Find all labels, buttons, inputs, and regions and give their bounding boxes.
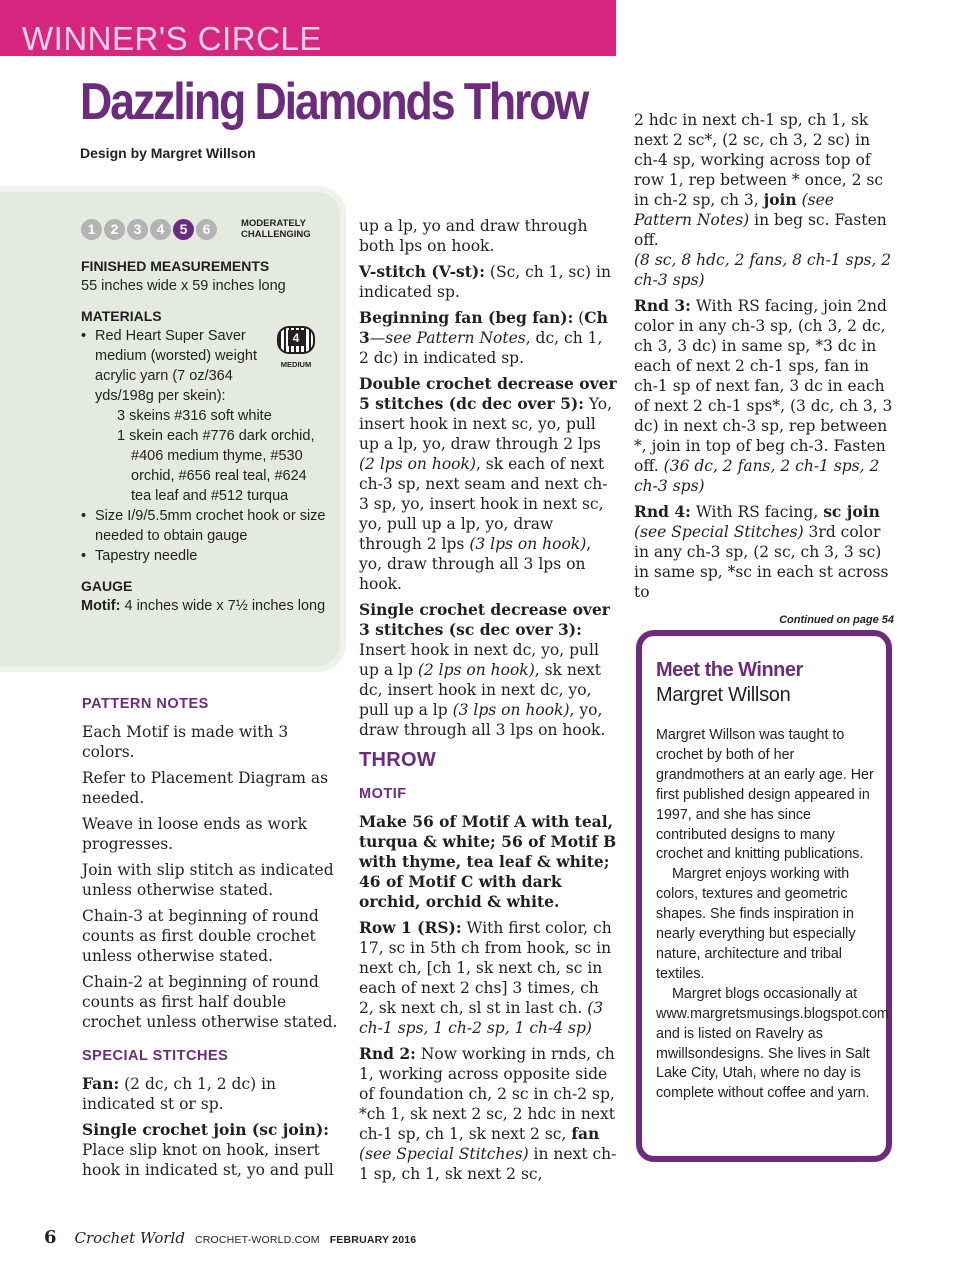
row-1-instructions: Row 1 (RS): With first color, ch 17, sc in 5th ch from hook, sc in next ch, [ch 1, sk next ch, sc in each of next 2 chs] 3 times, ch 2, sk next ch, sl st in last ch. (3 ch-1 sps, 1 ch-2 sp, 1 ch-4 sp) bbox=[359, 918, 612, 1037]
gauge-text: Motif: 4 inches wide x 7½ inches long bbox=[81, 598, 326, 614]
skill-level-6: 6 bbox=[196, 219, 217, 240]
winner-bio-paragraph: Margret enjoys working with colors, textures and geometric shapes. She finds inspiration in nearly everything but especially nature, architecture and tribal textiles. bbox=[656, 866, 856, 982]
winner-name: Margret Willson bbox=[656, 684, 791, 706]
skill-level-indicator bbox=[81, 216, 326, 242]
materials-skeins-white: 3 skeins #316 soft white bbox=[117, 408, 272, 424]
skill-level-5-active: 5 bbox=[173, 219, 194, 240]
stitch-sc-join: Single crochet join (sc join): Place slip knot on hook, insert hook in indicated st, yo and pull bbox=[82, 1120, 334, 1179]
issue-date: FEBRUARY 2016 bbox=[329, 1234, 417, 1246]
finished-measurements-text: 55 inches wide x 59 inches long bbox=[81, 278, 286, 294]
page-footer bbox=[44, 1227, 416, 1248]
pattern-note: Each Motif is made with 3 colors. bbox=[82, 723, 289, 761]
yarn-weight-icon bbox=[269, 326, 323, 370]
skill-level-4: 4 bbox=[150, 219, 171, 240]
rnd-2-instructions-cont: 2 hdc in next ch-1 sp, ch 1, sk next 2 sc*, (2 sc, ch 3, 2 sc) in ch-4 sp, working across top of row 1, rep between * once, 2 sc in ch-2 sp, ch 3, join (see Pattern Notes) in beg sc. Fasten off. bbox=[634, 111, 887, 249]
pattern-note: Chain-2 at beginning of round counts as first half double crochet unless otherwise stated. bbox=[82, 973, 338, 1031]
winner-content bbox=[656, 658, 889, 1104]
sidebar-content bbox=[81, 216, 326, 616]
materials-list bbox=[81, 326, 326, 406]
column-1 bbox=[82, 694, 342, 1180]
stitch-fan: Fan: (2 dc, ch 1, 2 dc) in indicated st or sp. bbox=[82, 1074, 277, 1113]
yarn-weight-label: MEDIUM bbox=[280, 360, 312, 369]
rnd-4-instructions: Rnd 4: With RS facing, sc join (see Special Stitches) 3rd color in any ch-3 sp, (2 sc, ch 3, 3 sc) in same sp, *sc in each st across to bbox=[634, 502, 889, 601]
skill-level-2: 2 bbox=[104, 219, 125, 240]
section-label: WINNER'S CIRCLE bbox=[22, 20, 322, 57]
winner-bio-paragraph: Margret Willson was taught to crochet by both of her grandmothers at an early age. Her first published design appeared in 1997, and she has since contributed designs to many crochet and knitting publications. bbox=[656, 727, 874, 863]
section-banner bbox=[0, 0, 616, 56]
column-3 bbox=[634, 110, 894, 630]
winner-bio-paragraph: Margret blogs occasionally at www.margretsmusings.blogspot.com and is listed on Ravelry as mwillsondesigns. She lives in Salt Lake City, Utah, where no day is complete without coffee and yarn. bbox=[656, 985, 889, 1102]
continued-note: Continued on page 54 bbox=[779, 614, 894, 626]
materials-item-yarn: • Red Heart Super Saver medium (worsted) weight acrylic yarn (7 oz/364 yds/198g per skein): 4 MEDIUM bbox=[81, 326, 326, 406]
materials-list-tools bbox=[81, 506, 326, 566]
pattern-note: Join with slip stitch as indicated unless otherwise stated. bbox=[82, 861, 334, 899]
finished-measurements-heading: FINISHED MEASUREMENTS bbox=[81, 258, 270, 274]
column-2 bbox=[359, 216, 617, 1184]
throw-heading: THROW bbox=[359, 749, 437, 771]
winner-heading: Meet the Winner bbox=[656, 659, 803, 681]
materials-item-hook: • Size I/9/5.5mm crochet hook or size needed to obtain gauge bbox=[81, 506, 326, 546]
website-link[interactable]: CROCHET-WORLD.COM bbox=[194, 1234, 320, 1246]
rnd-2-instructions: Rnd 2: Now working in rnds, ch 1, working across opposite side of foundation ch, 2 sc in ch-2 sp, *ch 1, sk next 2 sc, 2 hdc in next ch-1 sp, ch 1, sk next 2 sc, fan (see Special Stitches) in next ch-1 sp, ch 1, sk next 2 sc, bbox=[359, 1044, 617, 1183]
motif-heading: MOTIF bbox=[359, 786, 407, 802]
stitch-sc-dec: Single crochet decrease over 3 stitches (sc dec over 3): Insert hook in next dc, yo, pull up a lp (2 lps on hook), sk next dc, insert hook in next dc, yo, pull up a lp (3 lps on hook), yo, draw through all 3 lps on hook. bbox=[359, 600, 610, 739]
pattern-note: Refer to Placement Diagram as needed. bbox=[82, 769, 329, 807]
skill-level-1: 1 bbox=[81, 219, 102, 240]
motif-instructions: Make 56 of Motif A with teal, turqua & white; 56 of Motif B with thyme, tea leaf & white; 46 of Motif C with dark orchid, orchid & white. bbox=[359, 812, 617, 911]
pattern-notes-heading: PATTERN NOTES bbox=[82, 696, 209, 712]
skill-level-3: 3 bbox=[127, 219, 148, 240]
byline: Design by Margret Willson bbox=[80, 145, 256, 161]
rnd-2-count: (8 sc, 8 hdc, 2 fans, 8 ch-1 sps, 2 ch-3 sps) bbox=[634, 251, 892, 289]
page-title: Dazzling Diamonds Throw bbox=[80, 73, 588, 131]
materials-sidebar bbox=[0, 192, 340, 666]
materials-heading: MATERIALS bbox=[81, 308, 162, 324]
winner-bio bbox=[656, 726, 889, 1104]
magazine-name: Crochet World bbox=[74, 1229, 185, 1247]
pattern-note: Chain-3 at beginning of round counts as first double crochet unless otherwise stated. bbox=[82, 907, 319, 965]
pattern-note: Weave in loose ends as work progresses. bbox=[82, 815, 307, 853]
special-stitches-heading: SPECIAL STITCHES bbox=[82, 1048, 229, 1064]
meet-the-winner-box bbox=[636, 630, 892, 1162]
stitch-v-st: V-stitch (V-st): (Sc, ch 1, sc) in indicated sp. bbox=[359, 262, 611, 301]
stitch-beg-fan: Beginning fan (beg fan): (Ch 3—see Pattern Notes, dc, ch 1, 2 dc) in indicated sp. bbox=[359, 308, 608, 367]
yarn-weight-number: 4 bbox=[288, 330, 304, 346]
gauge-heading: GAUGE bbox=[81, 578, 133, 594]
stitch-dc-dec: Double crochet decrease over 5 stitches (dc dec over 5): Yo, insert hook in next sc, yo, pull up a lp, yo, draw through 2 lps (2 lps on hook), sk each of next ch-3 sp, next seam and next ch-3 sp, yo, insert hook in next sc, yo, pull up a lp, yo, draw through 2 lps (3 lps on hook), yo, draw through all 3 lps on hook. bbox=[359, 374, 617, 593]
materials-skeins-each: 1 skein each #776 dark orchid, bbox=[117, 428, 315, 444]
rnd-3-instructions: Rnd 3: With RS facing, join 2nd color in any ch-3 sp, (ch 3, 2 dc, ch 3, 3 dc) in same sp, *3 dc in each of next 2 ch-1 sps, fan in ch-1 sp of next fan, 3 dc in each of next 2 ch-1 sps*, (3 dc, ch 3, 3 dc) in next ch-3 sp, rep between *, join in top of beg ch-3. Fasten off. (36 dc, 2 fans, 2 ch-1 sps, 2 ch-3 sps) bbox=[634, 296, 893, 495]
stitch-sc-join-cont: up a lp, yo and draw through both lps on hook. bbox=[359, 217, 588, 255]
materials-item-needle: • Tapestry needle bbox=[81, 546, 326, 566]
page-number: 6 bbox=[44, 1227, 57, 1248]
skill-level-label: MODERATELY CHALLENGING bbox=[241, 218, 311, 240]
materials-skeins-colors: #406 medium thyme, #530 orchid, #656 real teal, #624 tea leaf and #512 turqua bbox=[131, 448, 307, 504]
